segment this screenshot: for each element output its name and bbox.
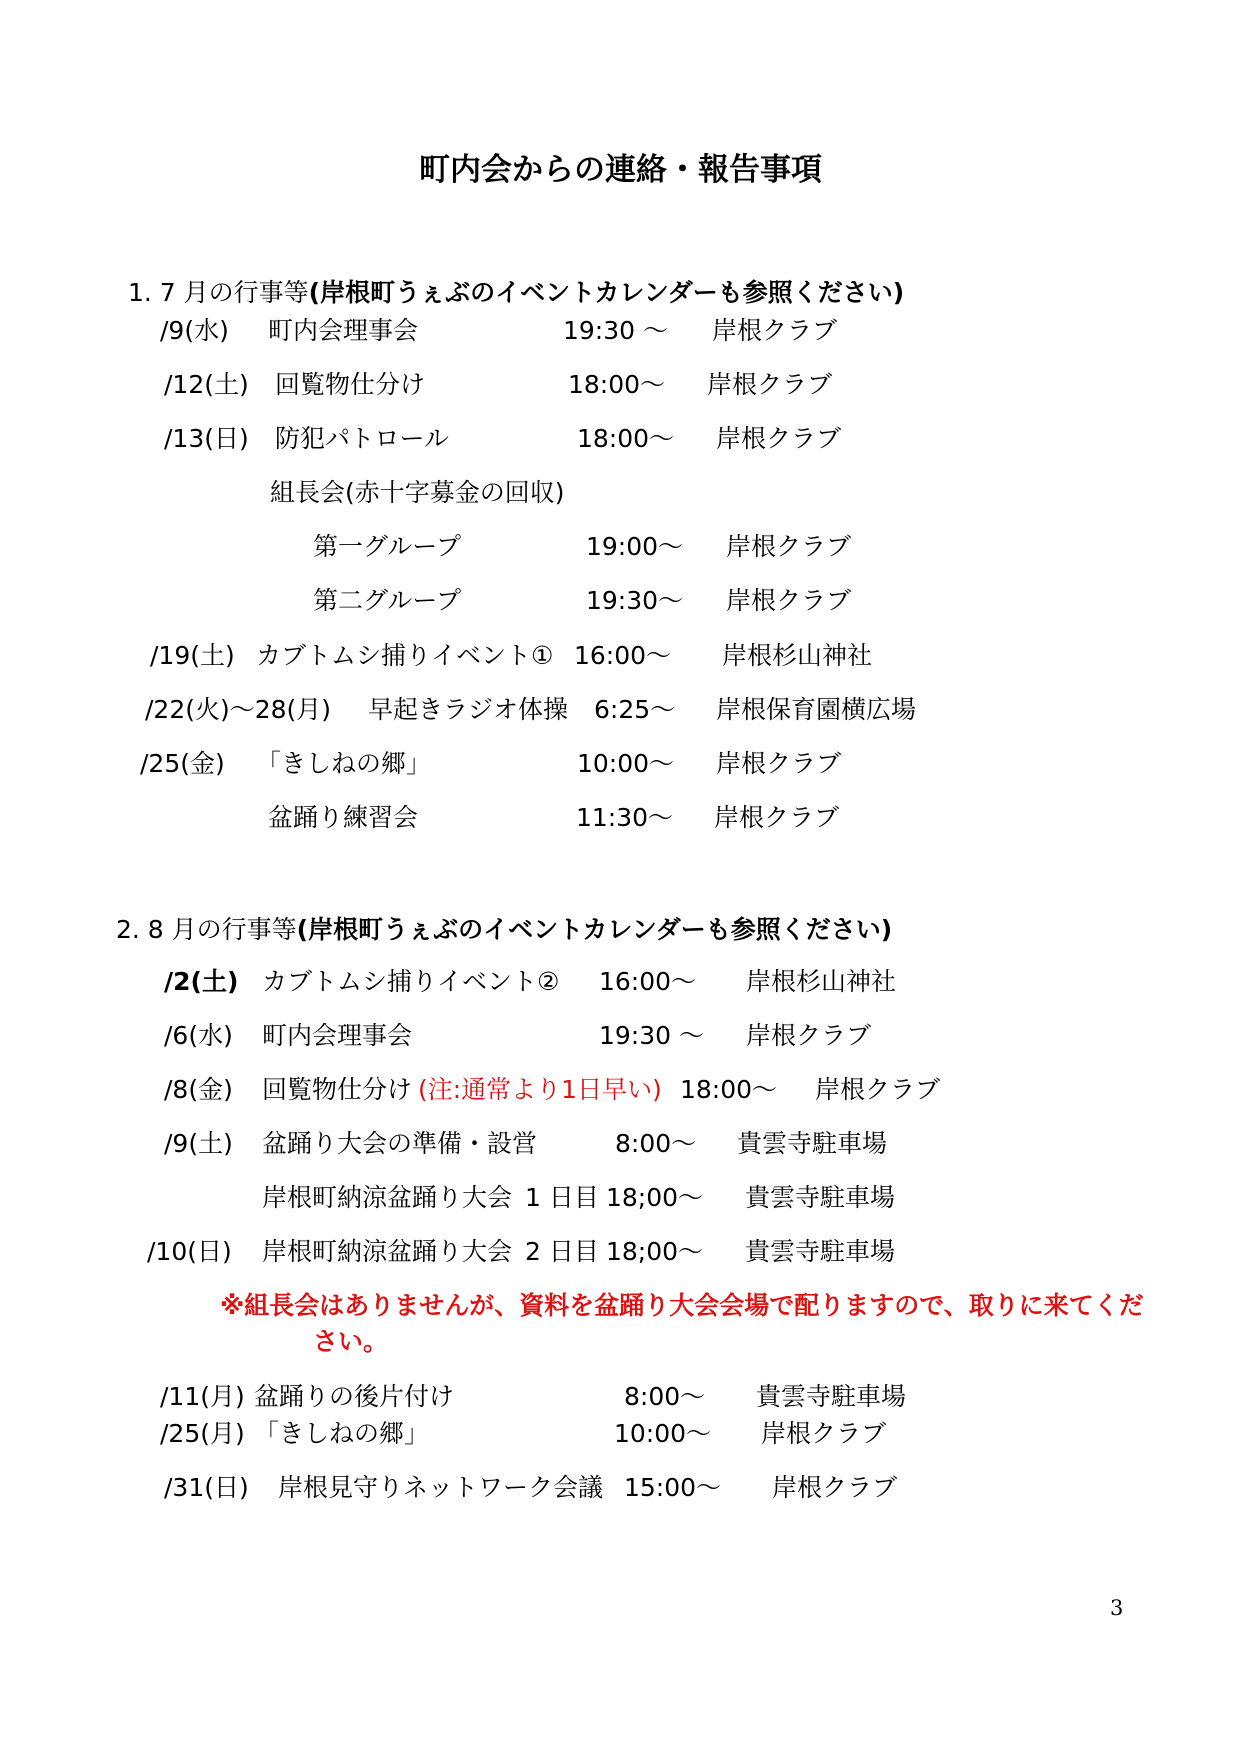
july-row-event: 盆踊り練習会 — [268, 803, 419, 832]
july-row-time: 10:00～ — [577, 749, 675, 778]
august-heading — [116, 914, 892, 946]
august-row-date: /10(日) — [147, 1237, 232, 1266]
july-row-event: 組長会(赤十字募金の回収) — [270, 478, 565, 507]
august-row-time: 18;00～ — [606, 1183, 704, 1212]
notice-text: ※組長会はありませんが、資料を盆踊り大会会場で配りますので、取りに来てくだ — [220, 1291, 1144, 1320]
august-row-time: 18:00～ — [680, 1075, 778, 1104]
july-row-event: 第一グループ — [313, 532, 462, 561]
july-row-time: 19:00～ — [586, 532, 684, 561]
july-row-event: 町内会理事会 — [268, 316, 419, 345]
august-row-place: 岸根杉山神社 — [746, 967, 897, 996]
august-row-day: 2 日目 — [525, 1237, 599, 1266]
july-row-place: 岸根クラブ — [716, 424, 842, 453]
august-heading-note: (岸根町うぇぶのイベントカレンダーも参照ください) — [296, 915, 893, 944]
july-row-event: 第二グループ — [313, 586, 462, 615]
july-heading — [128, 277, 904, 309]
july-row-event: 早起きラジオ体操 — [368, 695, 569, 724]
august-row-date: /31(日) — [164, 1473, 249, 1502]
august-row-date: /9(土) — [164, 1129, 233, 1158]
july-row-time: 16:00～ — [574, 641, 672, 670]
august-row-date: /11(月) — [160, 1382, 245, 1411]
august-row-place: 貴雲寺駐車場 — [745, 1237, 896, 1266]
august-row-event: 町内会理事会 — [262, 1021, 413, 1050]
notice-text-cont: さい。 — [313, 1327, 389, 1356]
july-row-time: 19:30～ — [586, 586, 684, 615]
august-row-note: (注:通常より1日早い) — [418, 1075, 662, 1104]
july-row-event: 回覧物仕分け — [275, 370, 426, 399]
july-row-time: 19:30 ～ — [563, 316, 668, 345]
august-row-day: 1 日目 — [525, 1183, 599, 1212]
july-row-place: 岸根クラブ — [714, 803, 840, 832]
july-row-time: 18:00～ — [577, 424, 675, 453]
august-row-event: 岸根町納涼盆踊り大会 — [262, 1237, 513, 1266]
page-number: 3 — [1110, 1596, 1124, 1620]
august-row-place: 岸根クラブ — [746, 1021, 872, 1050]
july-row-time: 18:00～ — [568, 370, 666, 399]
august-row-time: 18;00～ — [606, 1237, 704, 1266]
august-row-place: 岸根クラブ — [772, 1473, 898, 1502]
july-row-place: 岸根クラブ — [726, 586, 852, 615]
august-row-date: /25(月) — [160, 1419, 245, 1448]
august-row-time: 10:00～ — [614, 1419, 712, 1448]
august-row-time: 8:00～ — [615, 1129, 697, 1158]
july-row-event: 「きしねの郷」 — [256, 749, 432, 778]
july-heading-note: (岸根町うぇぶのイベントカレンダーも参照ください) — [308, 278, 905, 307]
august-row-time: 15:00～ — [624, 1473, 722, 1502]
august-row-time: 8:00～ — [624, 1382, 706, 1411]
august-row-time: 19:30 ～ — [599, 1021, 704, 1050]
july-row-date: /12(土) — [164, 370, 249, 399]
august-row-event: 盆踊りの後片付け — [254, 1382, 455, 1411]
august-row-event: 「きしねの郷」 — [254, 1419, 430, 1448]
august-row-place: 岸根クラブ — [761, 1419, 887, 1448]
august-row-date: /8(金) — [164, 1075, 233, 1104]
august-row-time: 16:00～ — [599, 967, 697, 996]
july-row-date: /22(火)～28(月) — [145, 695, 332, 724]
july-row-place: 岸根杉山神社 — [722, 641, 873, 670]
july-row-event: 防犯パトロール — [275, 424, 450, 453]
july-row-place: 岸根保育園横広場 — [716, 695, 917, 724]
july-heading-prefix: 1. 7 月の行事等 — [128, 278, 309, 307]
august-row-event: 岸根見守りネットワーク会議 — [278, 1473, 604, 1502]
july-row-place: 岸根クラブ — [712, 316, 838, 345]
july-row-place: 岸根クラブ — [726, 532, 852, 561]
august-row-place: 貴雲寺駐車場 — [756, 1382, 907, 1411]
august-row-event: 盆踊り大会の準備・設営 — [262, 1129, 538, 1158]
august-row-place: 岸根クラブ — [815, 1075, 941, 1104]
august-row-place: 貴雲寺駐車場 — [745, 1183, 896, 1212]
july-row-event: カブトムシ捕りイベント① — [256, 641, 554, 670]
august-row-date: /2(土) — [164, 967, 239, 996]
july-row-date: /9(水) — [160, 316, 229, 345]
july-row-place: 岸根クラブ — [716, 749, 842, 778]
august-row-event: 岸根町納涼盆踊り大会 — [262, 1183, 513, 1212]
august-heading-prefix: 2. 8 月の行事等 — [116, 915, 297, 944]
july-row-date: /19(土) — [150, 641, 235, 670]
july-row-time: 11:30～ — [576, 803, 674, 832]
page-title: 町内会からの連絡・報告事項 — [419, 152, 822, 188]
july-row-date: /25(金) — [140, 749, 225, 778]
august-row-date: /6(水) — [164, 1021, 233, 1050]
july-row-time: 6:25～ — [594, 695, 676, 724]
august-row-event: 回覧物仕分け — [262, 1075, 413, 1104]
july-row-place: 岸根クラブ — [707, 370, 833, 399]
august-row-event: カブトムシ捕りイベント② — [262, 967, 560, 996]
august-row-place: 貴雲寺駐車場 — [737, 1129, 888, 1158]
july-row-date: /13(日) — [164, 424, 249, 453]
